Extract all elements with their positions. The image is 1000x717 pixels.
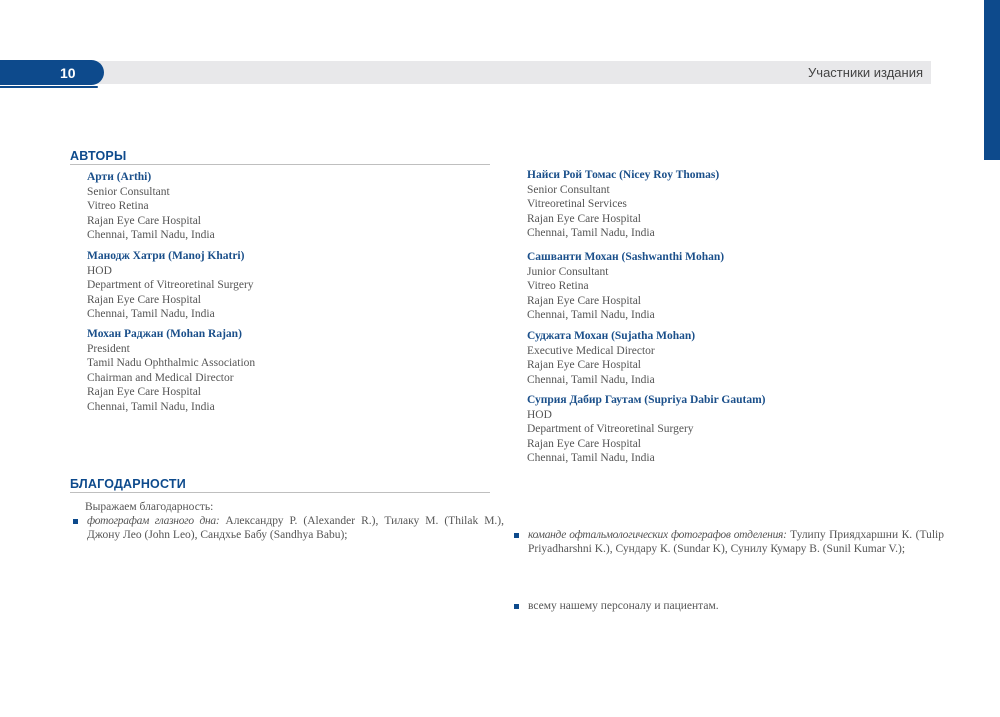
author-department: Vitreo Retina (527, 280, 589, 292)
author-department: Department of Vitreoretinal Surgery (87, 279, 254, 291)
page-number: 10 (60, 65, 76, 81)
author-name: Найси Рой Томас (Nicey Roy Thomas) (527, 169, 720, 181)
author-institution: Rajan Eye Care Hospital (527, 359, 642, 371)
thanks-heading: БЛАГОДАРНОСТИ (70, 477, 186, 491)
running-title: Участники издания (808, 65, 923, 80)
author-entry (527, 168, 719, 241)
author-organization: Tamil Nadu Ophthalmic Association (87, 357, 256, 369)
author-title: HOD (527, 408, 552, 421)
author-name: Манодж Хатри (Manoj Khatri) (87, 250, 245, 262)
author-institution: Rajan Eye Care Hospital (87, 214, 202, 227)
author-location: Chennai, Tamil Nadu, India (87, 229, 215, 241)
thanks-item-text: Тулипу Приядхаршни К. (Tulip Priyadharshni K.), Сундару К. (Sundar K), Сунилу Кумару В. (Sunil Kumar V.); (528, 529, 944, 555)
bullet-icon (73, 519, 78, 524)
thanks-item-lead: команде офтальмологических фотографов отделения: (528, 529, 787, 541)
author-location: Chennai, Tamil Nadu, India (527, 227, 655, 239)
author-title: HOD (87, 264, 112, 277)
author-name: Суприя Дабир Гаутам (Supriya Dabir Gautam) (527, 394, 766, 406)
author-entry (87, 249, 254, 322)
author-location: Chennai, Tamil Nadu, India (87, 308, 215, 320)
running-header-bar (0, 61, 931, 84)
thanks-intro: Выражаем благодарность: (85, 501, 214, 513)
page-tab-underline (0, 86, 98, 88)
thanks-item-text: всему нашему персоналу и пациентам. (528, 600, 719, 612)
author-location: Chennai, Tamil Nadu, India (527, 309, 655, 321)
author-location: Chennai, Tamil Nadu, India (527, 373, 655, 386)
author-department: Vitreo Retina (87, 200, 149, 212)
author-department: Department of Vitreoretinal Surgery (527, 423, 694, 435)
chapter-edge-marker (984, 0, 1000, 160)
author-title: Senior Consultant (87, 185, 170, 198)
author-entry (527, 250, 724, 323)
author-institution: Rajan Eye Care Hospital (527, 294, 642, 307)
author-entry (87, 170, 215, 243)
authors-rule (70, 164, 490, 165)
bullet-icon (514, 533, 519, 538)
thanks-item-lead: фотографам глазного дна: (87, 515, 220, 527)
thanks-rule (70, 492, 490, 493)
author-institution: Rajan Eye Care Hospital (527, 437, 642, 450)
authors-heading: АВТОРЫ (70, 149, 127, 163)
author-name: Арти (Arthi) (87, 171, 152, 183)
author-entry (527, 393, 765, 466)
author-name: Суджата Мохан (Sujatha Mohan) (527, 330, 696, 342)
thanks-item (73, 514, 504, 542)
author-name: Сашванти Мохан (Sashwanthi Mohan) (527, 251, 725, 263)
author-location: Chennai, Tamil Nadu, India (87, 400, 215, 413)
author-title: Junior Consultant (527, 265, 609, 278)
author-title: Senior Consultant (527, 183, 610, 196)
author-institution: Rajan Eye Care Hospital (527, 212, 642, 225)
author-entry (87, 327, 255, 414)
author-title: President (87, 342, 130, 355)
author-location: Chennai, Tamil Nadu, India (527, 452, 655, 464)
bullet-icon (514, 604, 519, 609)
thanks-item-text: Александру Р. (Alexander R.), Тилаку М. (Thilak M.), Джону Лео (John Leo), Сандхье Бабу (Sandhya Babu); (87, 515, 504, 541)
author-institution: Rajan Eye Care Hospital (87, 386, 202, 398)
author-entry (527, 329, 695, 387)
thanks-item (514, 599, 944, 613)
author-department: Vitreoretinal Services (527, 198, 627, 210)
author-title: Chairman and Medical Director (87, 371, 234, 384)
thanks-item (514, 528, 944, 556)
author-institution: Rajan Eye Care Hospital (87, 293, 202, 306)
author-title: Executive Medical Director (527, 344, 655, 357)
author-name: Мохан Раджан (Mohan Rajan) (87, 328, 242, 340)
